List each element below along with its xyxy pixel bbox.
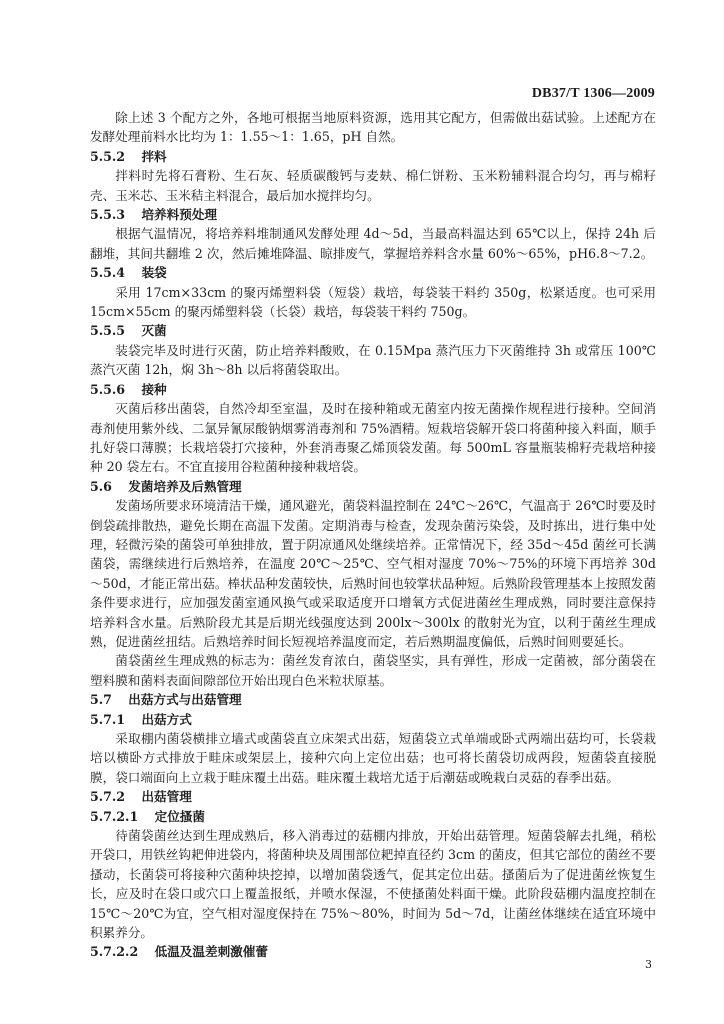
- section-number: 5.7.2: [90, 789, 126, 805]
- body-paragraph: 拌料时先将石膏粉、生石灰、轻质碳酸钙与麦麸、棉仁饼粉、玉米粉辅料混合均匀，再与棉籽壳、玉米芯、玉米秸主料混合，最后加水搅拌均匀。: [90, 168, 656, 203]
- body-paragraph: 菌袋菌丝生理成熟的标志为：菌丝发育浓白，菌袋坚实，具有弹性，形成一定菌被，部分菌袋在塑料膜和菌料表面间隙部位开始出现白色米粒状原基。: [90, 653, 656, 688]
- page-number: 3: [645, 958, 652, 971]
- section-number: 5.5.5: [90, 323, 126, 339]
- section-heading-5-5-4: [90, 263, 656, 282]
- section-title: 拌料: [141, 148, 167, 164]
- section-title: 出菇方式与出菇管理: [128, 692, 242, 708]
- body-paragraph: 除上述 3 个配方之外，各地可根据当地原料资源，选用其它配方，但需做出菇试验。上述配方在发酵处理前料水比均为 1：1.55～1：1.65，pH 自然。: [90, 110, 656, 145]
- body-paragraph: 装袋完毕及时进行灭菌，防止培养料酸败，在 0.15Mpa 蒸汽压力下灭菌维持 3h 或常压 100℃蒸汽灭菌 12h，焖 3h～8h 以后将菌袋取出。: [90, 342, 656, 378]
- body-paragraph: 灭菌后移出菌袋，自然冷却至室温，及时在接种箱或无菌室内按无菌操作规程进行接种。空间消毒剂使用紫外线、二氯异氰尿酸钠烟雾消毒剂和 75%酒精。短栽培袋解开袋口将菌种接入料面，顺手扎好袋口薄膜；长栽培袋打穴接种，外套消毒聚乙烯顶袋发菌。每 500mL 容量瓶装棉籽壳栽培种接种 20 袋左右。不宜直接用谷粒菌种接种栽培袋。: [90, 401, 656, 475]
- section-number: 5.5.4: [90, 265, 126, 281]
- section-number: 5.5.6: [90, 381, 126, 397]
- section-heading-5-7-2: [90, 787, 656, 806]
- document-code: DB37/T 1306—2009: [531, 86, 655, 101]
- section-number: 5.7.1: [90, 711, 126, 727]
- section-heading-5-7: [90, 690, 656, 709]
- section-heading-5-7-1: [90, 710, 656, 729]
- section-title: 培养料预处理: [141, 207, 217, 223]
- section-title: 灭菌: [141, 323, 167, 339]
- section-title: 低温及温差刺激催蕾: [154, 944, 268, 960]
- section-number: 5.6: [90, 478, 112, 494]
- section-heading-5-5-5: [90, 321, 656, 340]
- section-heading-5-7-2-1: [90, 807, 656, 826]
- section-title: 定位搔菌: [154, 808, 205, 824]
- section-title: 发菌培养及后熟管理: [128, 478, 242, 494]
- body-paragraph: 采用 17cm×33cm 的聚丙烯塑料袋（短袋）栽培，每袋装干料约 350g，松紧适度。也可采用 15cm×55cm 的聚丙烯塑料袋（长袋）栽培，每袋装干料约 750g。: [90, 284, 656, 320]
- section-heading-5-5-3: [90, 205, 656, 224]
- section-title: 出菇管理: [141, 789, 192, 805]
- body-paragraph: 采取棚内菌袋横排立墙式或菌袋直立床架式出菇，短菌袋立式单端或卧式两端出菇均可，长袋栽培以横卧方式排放于畦床或架层上，接种穴向上定位出菇；也可将长菌袋切成两段，短菌袋直接脱膜，袋口端面向上立栽于畦床覆土出菇。畦床覆土栽培尤适于后潮菇或晚栽白灵菇的春季出菇。: [90, 731, 656, 785]
- section-title: 装袋: [141, 265, 167, 281]
- section-heading-5-5-6: [90, 380, 656, 399]
- section-number: 5.7: [90, 692, 112, 708]
- body-paragraph: 发菌场所要求环境清洁干燥，通风避光，菌袋料温控制在 24℃～26℃，气温高于 26℃时要及时倒袋疏排散热，避免长期在高温下发菌。定期消毒与检查，发现杂菌污染袋，及时拣出，进行集中处理，轻微污染的菌袋可单独排放，置于阴凉通风处继续培养。正常情况下，经 35d～45d 菌丝可长满菌袋，需继续进行后熟培养，在温度 20℃～25℃、空气相对湿度 70%～75%的环境下再培养 30d～50d，才能正常出菇。棒状品种发菌较快，后熟时间也较掌状品种短。后熟阶段管理基本上按照发菌条件要求进行，应加强发菌室通风换气或采取适度开口增氧方式促进菌丝生理成熟，同时要注意保持培养料含水量。后熟阶段尤其是后期光线强度达到 200lx～300lx 的散射光为宜，以利于菌丝生理成熟，促进菌丝扭结。后熟培养时间长短视培养温度而定，若后熟期温度偏低，后熟时间则要延长。: [90, 498, 656, 649]
- section-number: 5.7.2.2: [90, 944, 139, 960]
- section-number: 5.7.2.1: [90, 808, 139, 824]
- body-paragraph: 根据气温情况，将培养料堆制通风发酵处理 4d～5d，当最高料温达到 65℃以上，保持 24h 后翻堆，其间共翻堆 2 次，然后摊堆降温、晾排废气，掌握培养料含水量 60%～65%，pH6.8～7.2。: [90, 226, 656, 261]
- section-number: 5.5.3: [90, 207, 126, 223]
- section-number: 5.5.2: [90, 148, 126, 164]
- section-heading-5-6: [90, 477, 656, 496]
- document-body: [90, 108, 656, 962]
- section-title: 出菇方式: [141, 711, 192, 727]
- section-title: 接种: [141, 381, 167, 397]
- section-heading-5-7-2-2: [90, 942, 656, 961]
- section-heading-5-5-2: [90, 147, 656, 166]
- body-paragraph: 待菌袋菌丝达到生理成熟后，移入消毒过的菇棚内排放，开始出菇管理。短菌袋解去扎绳，稍松开袋口，用铁丝钩耙伸进袋内，将菌种块及周围部位耙掉直径约 3cm 的菌皮，但其它部位的菌丝不要搔动，长菌袋可将接种穴菌种块挖掉，以增加菌袋透气，促其定位出菇。搔菌后为了促进菌丝恢复生长，应及时在袋口或穴口上覆盖报纸，并喷水保湿，不使搔菌处料面干燥。此阶段菇棚内温度控制在 15℃～20℃为宜，空气相对湿度保持在 75%～80%，时间为 5d～7d，让菌丝体继续在适宜环境中积累养分。: [90, 828, 656, 941]
